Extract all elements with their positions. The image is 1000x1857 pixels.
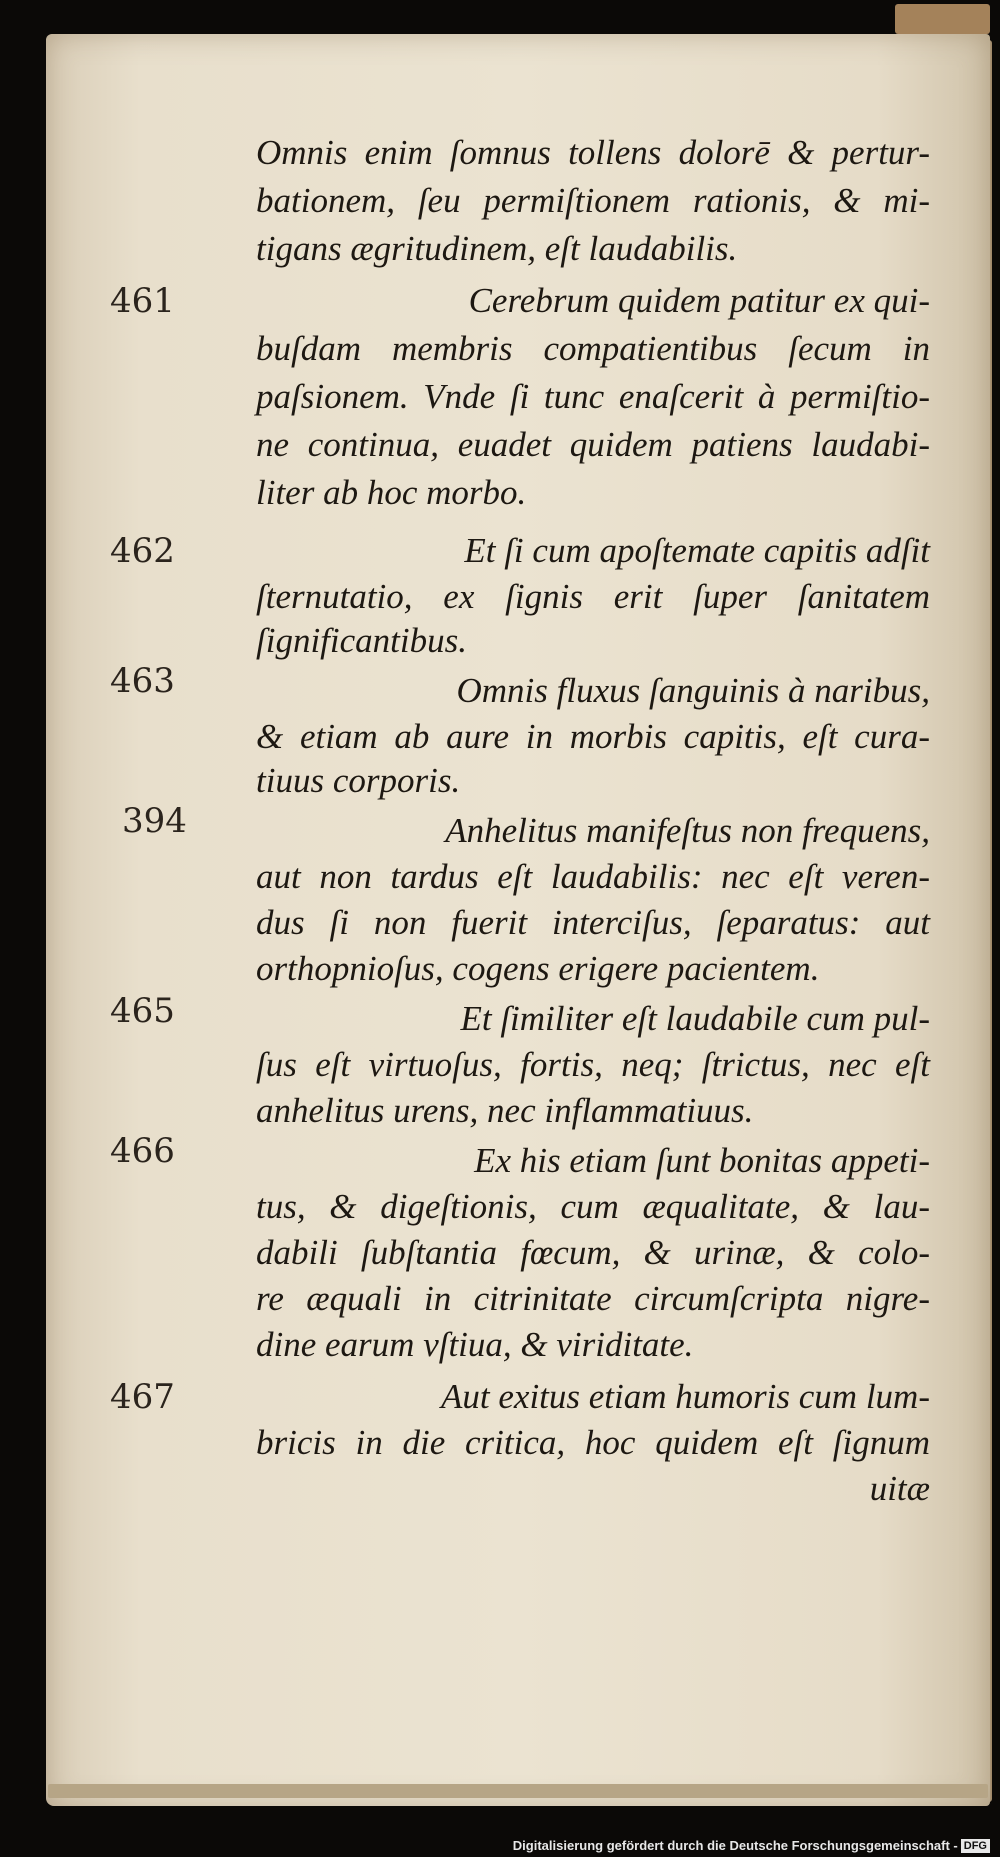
page-bottom-edge <box>48 1784 988 1798</box>
text-line: dine earum vſtiua, & viriditate. <box>256 1325 694 1364</box>
margin-number: 465 <box>110 991 175 1031</box>
text-line: Ex his etiam ſunt bonitas appeti- <box>474 1141 930 1180</box>
text-line: ſus eſt virtuoſus, fortis, neq; ſtrictus, nec eſt <box>256 1045 930 1084</box>
text-line: Aut exitus etiam humoris cum lum- <box>441 1377 930 1416</box>
text-line: dus ſi non fuerit interciſus, ſeparatus: aut <box>256 903 930 942</box>
text-line: bationem, ſeu permiſtionem rationis, & mi- <box>256 181 930 220</box>
text-line: Cerebrum quidem patitur ex qui- <box>468 281 930 320</box>
margin-number: 394 <box>122 801 187 841</box>
text-line: tigans ægritudinem, eſt laudabilis. <box>256 229 738 268</box>
text-line: bricis in die critica, hoc quidem eſt ſignum <box>256 1423 930 1462</box>
text-line: liter ab hoc morbo. <box>256 473 527 512</box>
text-line: ſternutatio, ex ſignis erit ſuper ſanitatem <box>256 577 930 616</box>
digitization-credit <box>513 1836 990 1856</box>
text-line: & etiam ab aure in morbis capitis, eſt cura- <box>256 717 930 756</box>
text-line: ſignificantibus. <box>256 621 467 660</box>
text-line: ne continua, euadet quidem patiens laudabi- <box>256 425 930 464</box>
text-line: Et ſi cum apoſtemate capitis adſit <box>464 531 930 570</box>
text-line: Omnis enim ſomnus tollens dolorē & pertur- <box>256 133 930 172</box>
margin-number: 466 <box>110 1131 175 1171</box>
margin-number: 462 <box>110 531 175 571</box>
text-line: Anhelitus manifeſtus non frequens, <box>445 811 930 850</box>
book-tab <box>895 4 990 34</box>
catchword: uitæ <box>869 1469 930 1508</box>
text-line: Et ſimiliter eſt laudabile cum pul- <box>460 999 930 1038</box>
text-line: orthopnioſus, cogens erigere pacientem. <box>256 949 820 988</box>
credit-text: Digitalisierung gefördert durch die Deutsche Forschungsgemeinschaft - <box>512 1838 958 1853</box>
text-line: tiuus corporis. <box>256 761 461 800</box>
dfg-logo: DFG <box>961 1839 990 1853</box>
text-line: dabili ſubſtantia fœcum, & urinæ, & colo- <box>256 1233 930 1272</box>
margin-number: 461 <box>110 281 175 321</box>
text-line: Omnis fluxus ſanguinis à naribus, <box>456 671 930 710</box>
text-line: paſsionem. Vnde ſi tunc enaſcerit à permiſtio- <box>256 377 930 416</box>
margin-number: 467 <box>110 1377 175 1417</box>
text-line: anhelitus urens, nec inflammatiuus. <box>256 1091 754 1130</box>
text-line: tus, & digeſtionis, cum æqualitate, & lau- <box>256 1187 930 1226</box>
text-line: re æquali in citrinitate circumſcripta nigre- <box>256 1279 930 1318</box>
margin-number: 463 <box>110 661 175 701</box>
text-line: aut non tardus eſt laudabilis: nec eſt veren- <box>256 857 930 896</box>
text-line: buſdam membris compatientibus ſecum in <box>256 329 930 368</box>
